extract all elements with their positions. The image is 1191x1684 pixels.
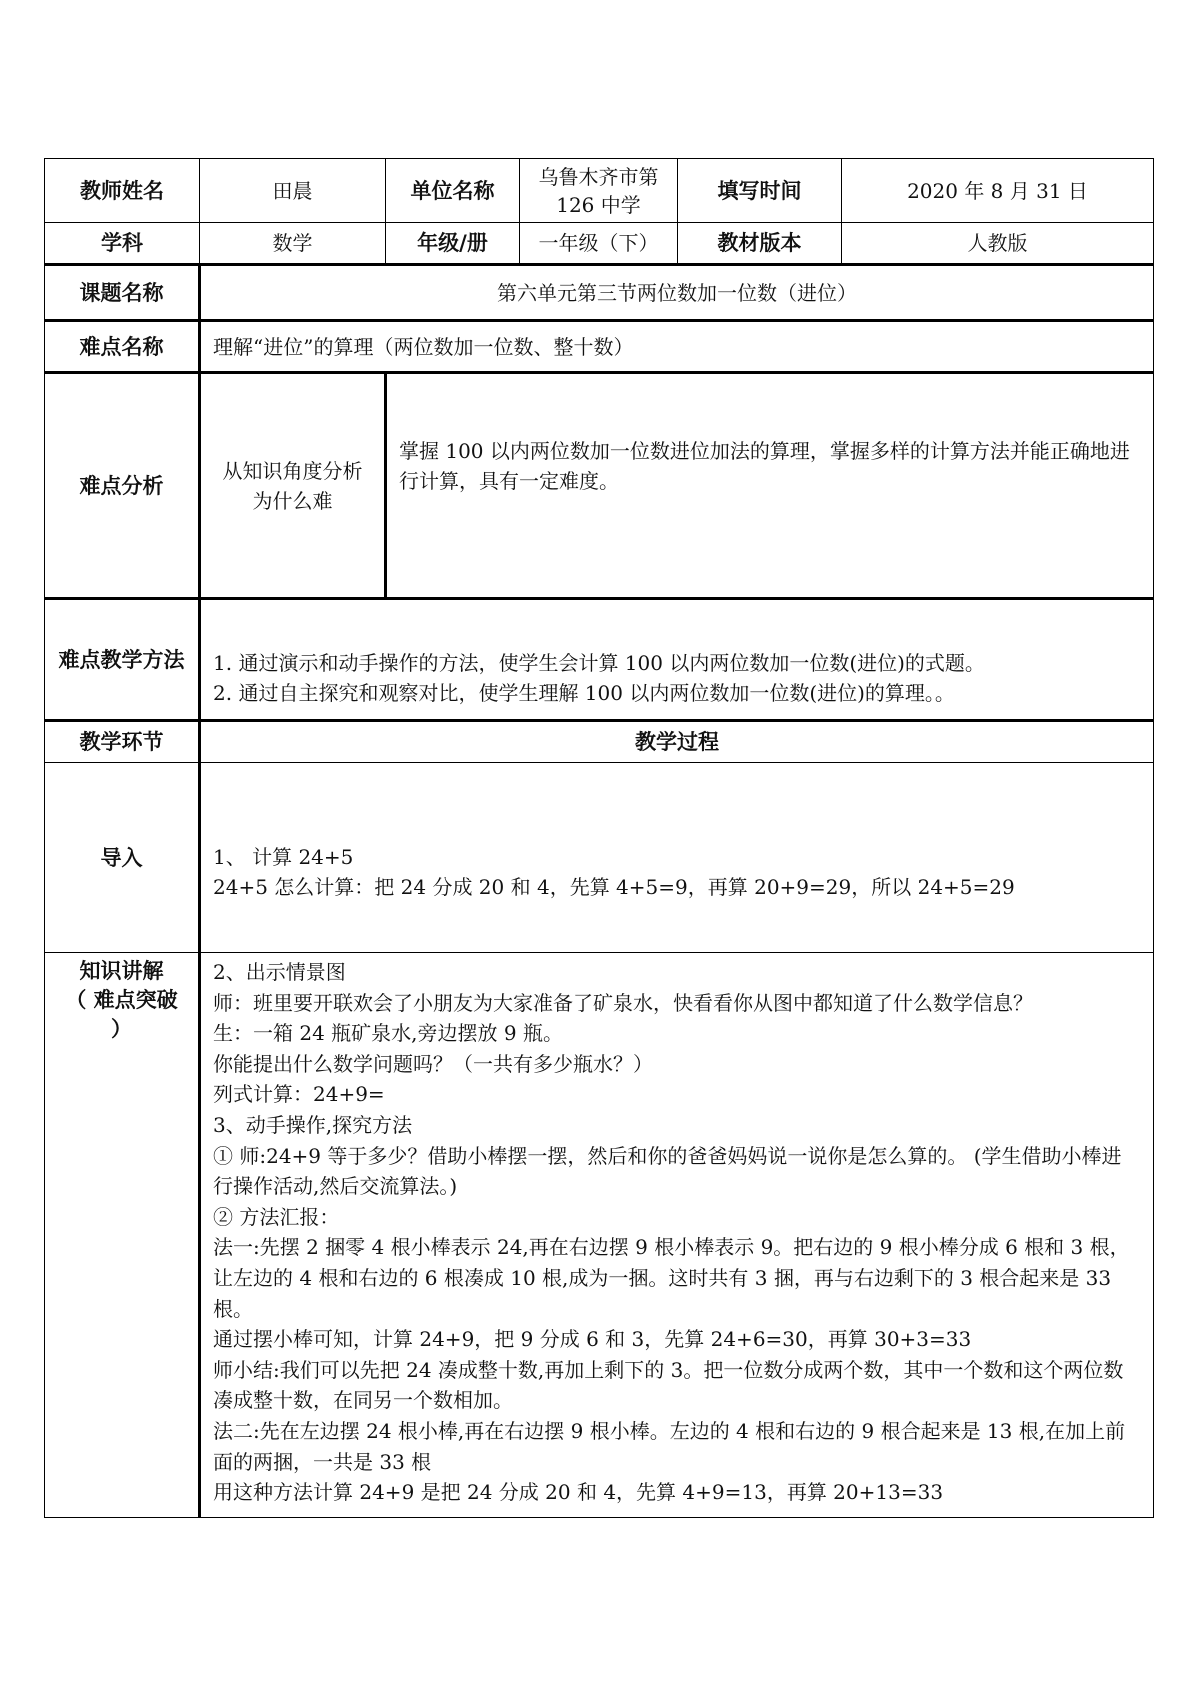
- knowledge-label: [45, 953, 200, 1518]
- grade-label: 年级/册: [386, 223, 520, 265]
- unit-value-line1: 乌鲁木齐市第: [538, 164, 659, 189]
- knowledge-label-line1: 知识讲解: [79, 959, 164, 983]
- method-line-1: 1. 通过演示和动手操作的方法，使学生会计算 100 以内两位数加一位数(进位)的式题。: [213, 650, 985, 675]
- knowledge-line-3: 生：一箱 24 瓶矿泉水,旁边摆放 9 瓶。: [213, 1021, 563, 1046]
- knowledge-line-11: 师小结:我们可以先把 24 凑成整十数,再加上剩下的 3。把一位数分成两个数，其中一个数和这个两位数凑成整十数，在同另一个数相加。: [213, 1357, 1124, 1413]
- knowledge-line-1: 2、出示情景图: [213, 960, 346, 984]
- knowledge-line-6: 3、动手操作,探究方法: [213, 1112, 413, 1137]
- intro-content: [200, 763, 1154, 953]
- row-difficulty: [45, 321, 1154, 373]
- analysis-value: 掌握 100 以内两位数加一位数进位加法的算理，掌握多样的计算方法并能正确地进行计算，具有一定难度。: [386, 373, 1154, 599]
- knowledge-label-line2: （ 难点突破 ）: [65, 988, 178, 1041]
- knowledge-line-13: 用这种方法计算 24+9 是把 24 分成 20 和 4，先算 4+9=13，再算 20+13=33: [213, 1480, 944, 1505]
- grade-value: 一年级（下）: [520, 223, 678, 265]
- knowledge-line-10: 通过摆小棒可知，计算 24+9，把 9 分成 6 和 3，先算 24+6=30，再算 30+3=33: [213, 1327, 972, 1352]
- teacher-value: 田晨: [200, 159, 386, 223]
- analysis-label: 难点分析: [45, 373, 200, 599]
- row-subject: [45, 223, 1154, 265]
- row-analysis: [45, 373, 1154, 599]
- date-value: 2020 年 8 月 31 日: [842, 159, 1154, 223]
- knowledge-line-5: 列式计算：24+9=: [213, 1082, 385, 1107]
- process-label: 教学过程: [200, 721, 1154, 763]
- row-knowledge: [45, 953, 1154, 1518]
- row-teacher: [45, 159, 1154, 223]
- knowledge-line-4: 你能提出什么数学问题吗？（一共有多少瓶水？）: [213, 1051, 653, 1076]
- date-label: 填写时间: [678, 159, 842, 223]
- row-topic: [45, 265, 1154, 321]
- knowledge-line-8: ② 方法汇报：: [213, 1204, 340, 1229]
- stage-label: 教学环节: [45, 721, 200, 763]
- analysis-sub-label-line2: 为什么难: [252, 488, 333, 513]
- teacher-label: 教师姓名: [45, 159, 200, 223]
- unit-value-line2: 126 中学: [556, 192, 641, 217]
- subject-label: 学科: [45, 223, 200, 265]
- lesson-plan-table: [44, 158, 1154, 1518]
- edition-value: 人教版: [842, 223, 1154, 265]
- difficulty-value: 理解“进位”的算理（两位数加一位数、整十数）: [200, 321, 1154, 373]
- intro-label: 导入: [45, 763, 200, 953]
- topic-value: 第六单元第三节两位数加一位数（进位）: [200, 265, 1154, 321]
- difficulty-label: 难点名称: [45, 321, 200, 373]
- topic-label: 课题名称: [45, 265, 200, 321]
- analysis-sub-label-line1: 从知识角度分析: [222, 458, 363, 483]
- knowledge-line-2: 师：班里要开联欢会了小朋友为大家准备了矿泉水，快看看你从图中都知道了什么数学信息？: [213, 990, 1033, 1015]
- row-process-header: [45, 721, 1154, 763]
- intro-line-1: 1、 计算 24+5: [213, 844, 354, 869]
- knowledge-line-12: 法二:先在左边摆 24 根小棒,再在右边摆 9 根小棒。左边的 4 根和右边的 9 根合起来是 13 根,在加上前面的两捆，一共是 33 根: [213, 1418, 1126, 1474]
- edition-label: 教材版本: [678, 223, 842, 265]
- unit-label: 单位名称: [386, 159, 520, 223]
- knowledge-line-9: 法一:先摆 2 捆零 4 根小棒表示 24,再在右边摆 9 根小棒表示 9。把右边的 9 根小棒分成 6 根和 3 根，让左边的 4 根和右边的 6 根凑成 10 根,成为一捆。这时共有 3 捆，再与右边剩下的 3 根合起来是 33 根。: [213, 1235, 1130, 1321]
- row-method: [45, 599, 1154, 721]
- analysis-sub-label: [200, 373, 386, 599]
- intro-line-2: 24+5 怎么计算：把 24 分成 20 和 4，先算 4+5=9，再算 20+9=29，所以 24+5=29: [213, 874, 1015, 899]
- unit-value: [520, 159, 678, 223]
- method-label: 难点教学方法: [45, 599, 200, 721]
- method-line-2: 2. 通过自主探究和观察对比，使学生理解 100 以内两位数加一位数(进位)的算理。。: [213, 680, 955, 705]
- method-content: [200, 599, 1154, 721]
- knowledge-content: [200, 953, 1154, 1518]
- subject-value: 数学: [200, 223, 386, 265]
- row-intro: [45, 763, 1154, 953]
- knowledge-line-7: ① 师:24+9 等于多少？借助小棒摆一摆，然后和你的爸爸妈妈说一说你是怎么算的。 (学生借助小棒进行操作活动,然后交流算法。): [213, 1143, 1122, 1199]
